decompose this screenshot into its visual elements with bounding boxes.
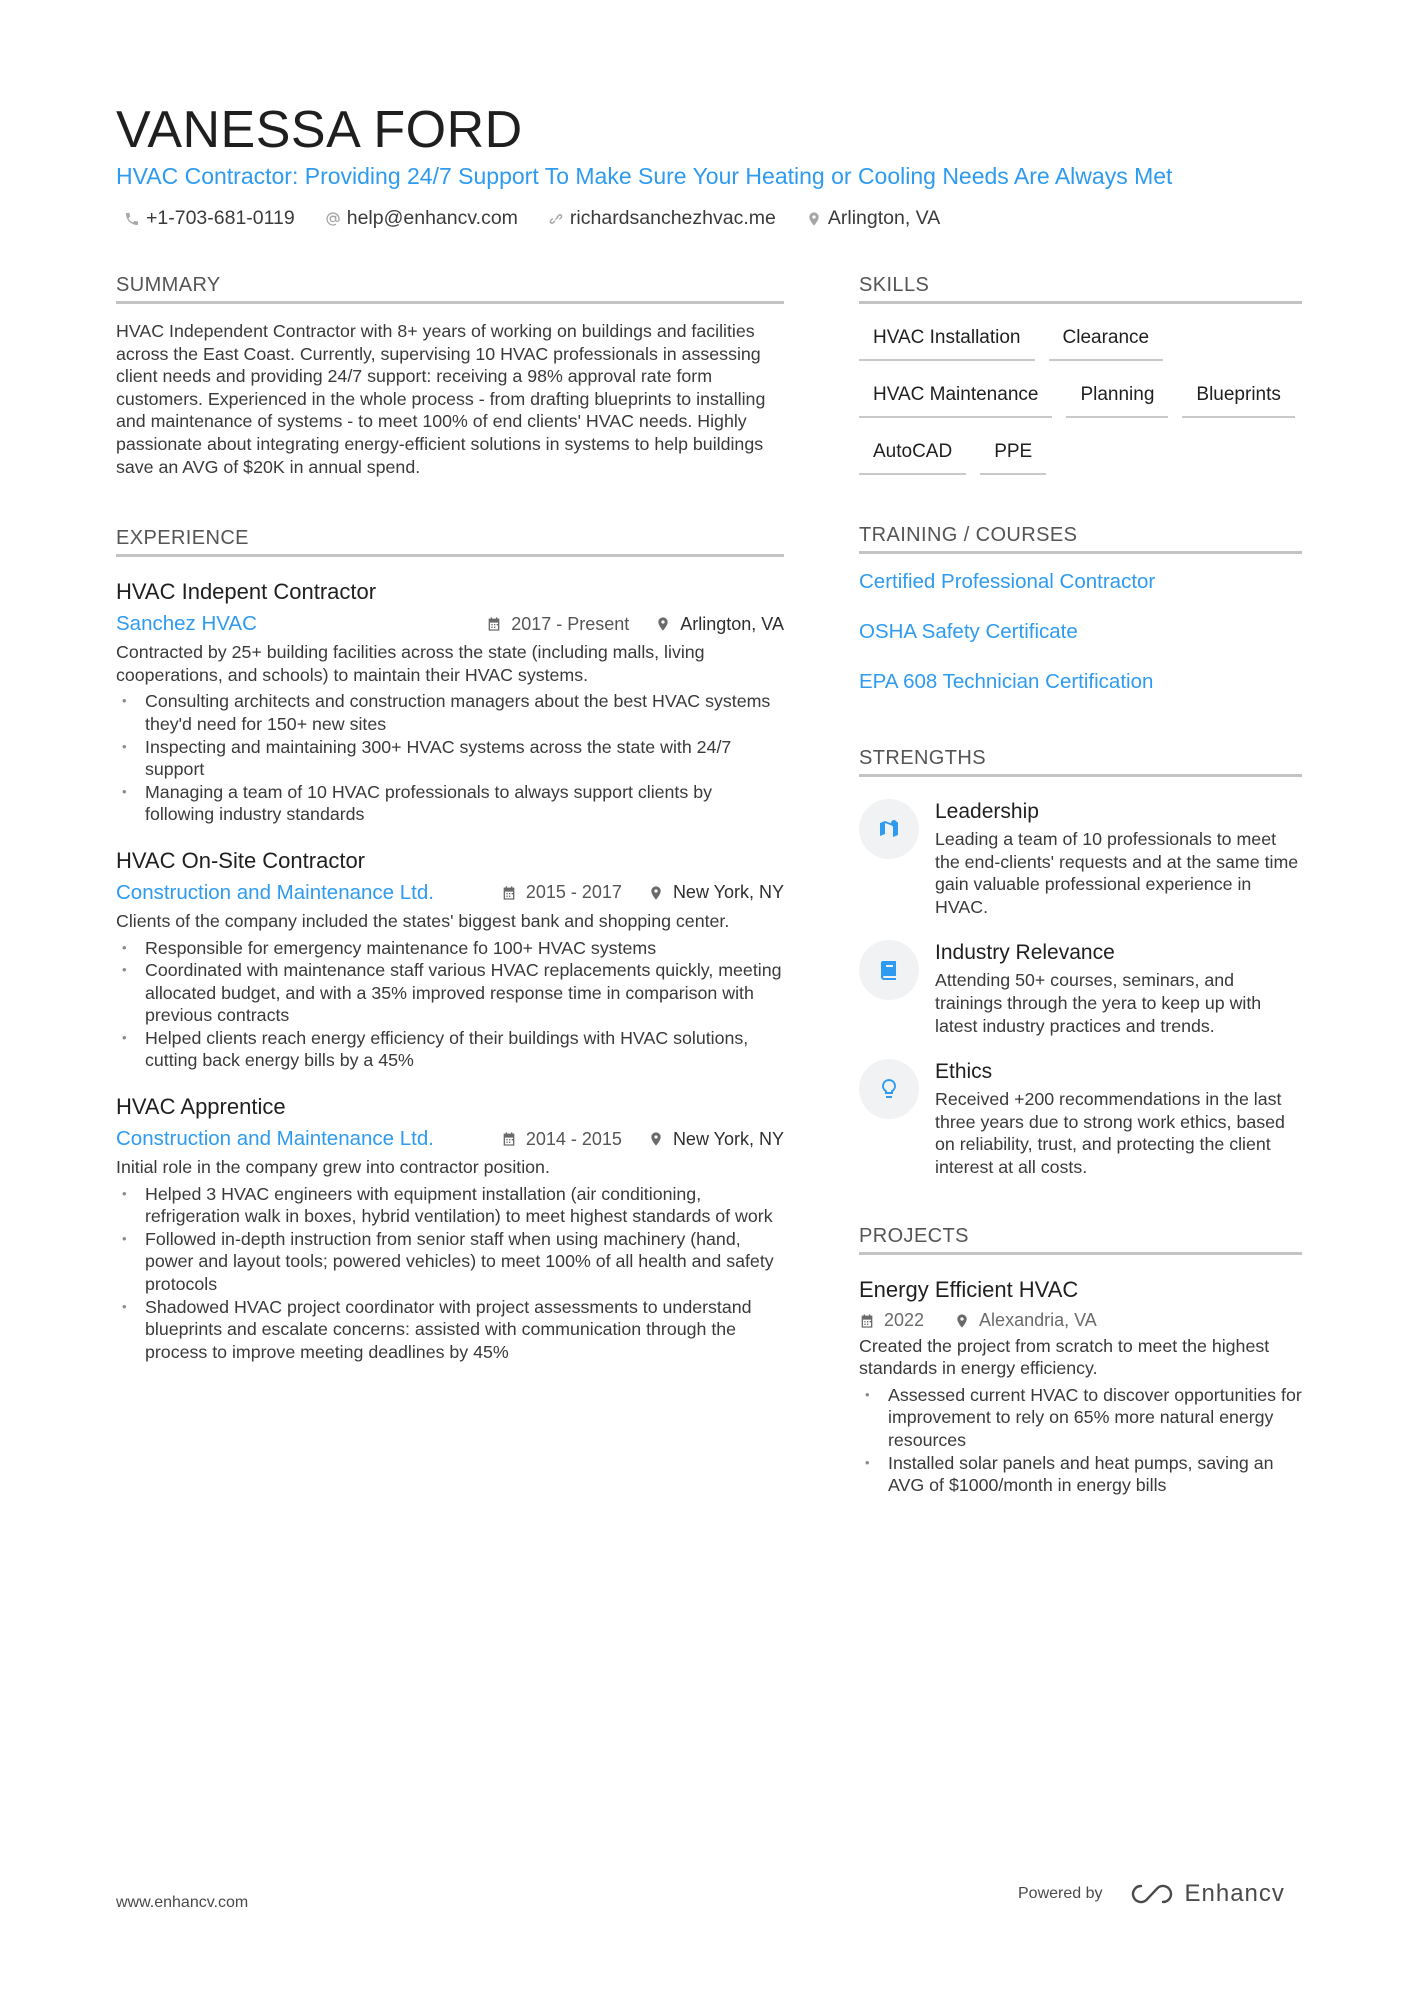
bullet-item: • Followed in-depth instruction from senior staff when using machinery (hand, power and layout tools; powered vehicles) to meet 100% of all health and safety protocols: [116, 1228, 784, 1296]
strength-title: Ethics: [935, 1060, 993, 1084]
strength-text: Leading a team of 10 professionals to meet the end-clients' requests and at the same time gain valuable professional experience in HVAC.: [935, 829, 1299, 917]
summary-text: HVAC Independent Contractor with 8+ years of working on buildings and facilities across the East Coast. Currently, supervising 10 HVAC professionals in assessing client needs and providing 24/7 support: receiving a 98% approval rate form customers. Experienced in the whole process - from drafting blueprints to installing and maintenance of systems - to meet 100% of end clients' HVAC needs. Highly passionate about integrating energy-efficient solutions in systems to help buildings save an AVG of $20K in annual spend.: [116, 321, 766, 477]
lightbulb-icon: [877, 1077, 901, 1101]
job-dates: 2015 - 2017: [525, 882, 622, 903]
company-name: Construction and Maintenance Ltd.: [116, 1127, 434, 1151]
calendar-icon: [501, 885, 517, 901]
calendar-icon: [859, 1313, 875, 1329]
project-date: 2022: [884, 1310, 925, 1331]
location-pin-icon: [648, 885, 664, 901]
website-link[interactable]: richardsanchezhvac.me: [569, 207, 776, 229]
project-location: Alexandria, VA: [979, 1310, 1097, 1331]
contact-email[interactable]: [325, 207, 518, 230]
link-icon: [548, 211, 564, 227]
calendar-icon: [486, 616, 502, 632]
strength-item: [859, 797, 1302, 918]
job-description: Initial role in the company grew into contractor position.: [116, 1157, 550, 1178]
phone-number: +1-703-681-0119: [146, 207, 295, 229]
project-bullets: [859, 1384, 1302, 1497]
contact-bar: [124, 207, 940, 230]
footer-website[interactable]: www.enhancv.com: [116, 1894, 249, 1911]
job-location: Arlington, VA: [680, 613, 784, 634]
experience-entry: [116, 1092, 784, 1363]
job-title: HVAC Apprentice: [116, 1094, 286, 1120]
brand-name: Enhancv: [1184, 1880, 1285, 1907]
bullet-item: • Coordinated with maintenance staff various HVAC replacements quickly, meeting allocated budget, and with a 35% improved response time in comparison with previous contracts: [116, 959, 784, 1027]
bullet-item: • Responsible for emergency maintenance fo 100+ HVAC systems: [116, 937, 784, 960]
bullet-item: • Helped clients reach energy efficiency of their buildings with HVAC solutions, cutting back energy bills by a 45%: [116, 1027, 784, 1072]
skills-heading: SKILLS: [859, 272, 1302, 304]
skill-tag: HVAC Maintenance: [859, 377, 1052, 418]
bullet-item: • Inspecting and maintaining 300+ HVAC systems across the state with 24/7 support: [116, 736, 784, 781]
experience-entry: [116, 846, 784, 1072]
strength-item: [859, 1057, 1302, 1178]
bullet-item: • Shadowed HVAC project coordinator with project assessments to understand blueprints and escalate concerns: assisted with communication through the process to improve meeting deadlines by 45%: [116, 1296, 784, 1364]
summary-heading: SUMMARY: [116, 272, 784, 304]
project-entry: [859, 1275, 1302, 1497]
strength-text: Received +200 recommendations in the last three years due to strong work ethics, based on reliability, trust, and protecting the client interest at all costs.: [935, 1089, 1285, 1177]
strength-item: [859, 938, 1302, 1037]
job-meta: [116, 1124, 784, 1154]
job-title: HVAC On-Site Contractor: [116, 847, 366, 873]
location-pin-icon: [954, 1313, 970, 1329]
skill-tag: Clearance: [1049, 320, 1164, 361]
skills-list: [859, 320, 1302, 475]
bullet-item: • Installed solar panels and heat pumps, saving an AVG of $1000/month in energy bills: [859, 1452, 1302, 1497]
candidate-name: VANESSA FORD: [116, 101, 523, 159]
job-description: Contracted by 25+ building facilities across the state (including malls, living cooperations, and schools) to maintain their HVAC systems.: [116, 642, 705, 685]
bullet-item: • Helped 3 HVAC engineers with equipment installation (air conditioning, refrigeration walk in boxes, hybrid ventilation) to meet highest standards of work: [116, 1183, 784, 1228]
location-text: Arlington, VA: [827, 207, 941, 229]
left-column: [116, 272, 784, 1363]
project-description: Created the project from scratch to meet the highest standards in energy efficiency.: [859, 1335, 1270, 1379]
job-meta: [116, 609, 784, 639]
contact-phone: [124, 207, 295, 230]
job-bullets: [116, 937, 784, 1073]
contact-website[interactable]: [548, 207, 776, 230]
skill-tag: HVAC Installation: [859, 320, 1035, 361]
project-title: Energy Efficient HVAC: [859, 1276, 1079, 1302]
training-list: [859, 566, 1302, 698]
footer-branding: [1018, 1880, 1285, 1908]
job-dates: 2014 - 2015: [525, 1128, 622, 1149]
strength-text: Attending 50+ courses, seminars, and trainings through the yera to keep up with latest industry practices and trends.: [935, 970, 1262, 1036]
experience-entry: [116, 577, 784, 826]
location-pin-icon: [806, 211, 822, 227]
course-item: Certified Professional Contractor: [859, 570, 1156, 593]
job-meta: [116, 878, 784, 908]
strength-title: Industry Relevance: [935, 941, 1115, 965]
phone-icon: [124, 211, 140, 227]
company-name: Sanchez HVAC: [116, 612, 257, 636]
book-icon: [877, 958, 901, 982]
strengths-heading: STRENGTHS: [859, 745, 1302, 777]
company-name: Construction and Maintenance Ltd.: [116, 880, 434, 904]
job-dates: 2017 - Present: [511, 613, 630, 634]
calendar-icon: [501, 1131, 517, 1147]
candidate-tagline: HVAC Contractor: Providing 24/7 Support To Make Sure Your Heating or Cooling Needs Are Always Met: [116, 163, 1173, 189]
location-pin-icon: [655, 616, 671, 632]
enhancv-logo-icon: [1129, 1882, 1175, 1906]
projects-heading: PROJECTS: [859, 1223, 1302, 1255]
job-location: New York, NY: [672, 882, 784, 903]
experience-heading: EXPERIENCE: [116, 525, 784, 557]
skill-tag: Planning: [1066, 377, 1168, 418]
job-description: Clients of the company included the states' biggest bank and shopping center.: [116, 910, 730, 931]
location-pin-icon: [648, 1131, 664, 1147]
bullet-item: • Assessed current HVAC to discover opportunities for improvement to rely on 65% more natural energy resources: [859, 1384, 1302, 1452]
strength-title: Leadership: [935, 800, 1039, 823]
at-icon: [325, 211, 341, 227]
skill-tag: AutoCAD: [859, 434, 966, 475]
course-item: OSHA Safety Certificate: [859, 620, 1078, 643]
job-location: New York, NY: [672, 1128, 784, 1149]
job-bullets: [116, 690, 784, 826]
contact-location: [806, 207, 940, 230]
course-item: EPA 608 Technician Certification: [859, 670, 1154, 693]
bullet-item: • Consulting architects and construction managers about the best HVAC systems they'd need for 150+ new sites: [116, 690, 784, 735]
powered-by-label: Powered by: [1018, 1885, 1103, 1902]
job-title: HVAC Indepent Contractor: [116, 579, 377, 605]
brand-logo[interactable]: [1129, 1880, 1285, 1908]
skill-tag: Blueprints: [1182, 377, 1295, 418]
bullet-item: • Managing a team of 10 HVAC professionals to always support clients by following industry standards: [116, 781, 784, 826]
right-column: [859, 272, 1302, 1497]
email-link[interactable]: help@enhancv.com: [346, 207, 518, 229]
map-icon: [877, 817, 901, 841]
job-bullets: [116, 1183, 784, 1364]
skill-tag: PPE: [980, 434, 1046, 475]
training-heading: TRAINING / COURSES: [859, 522, 1302, 554]
